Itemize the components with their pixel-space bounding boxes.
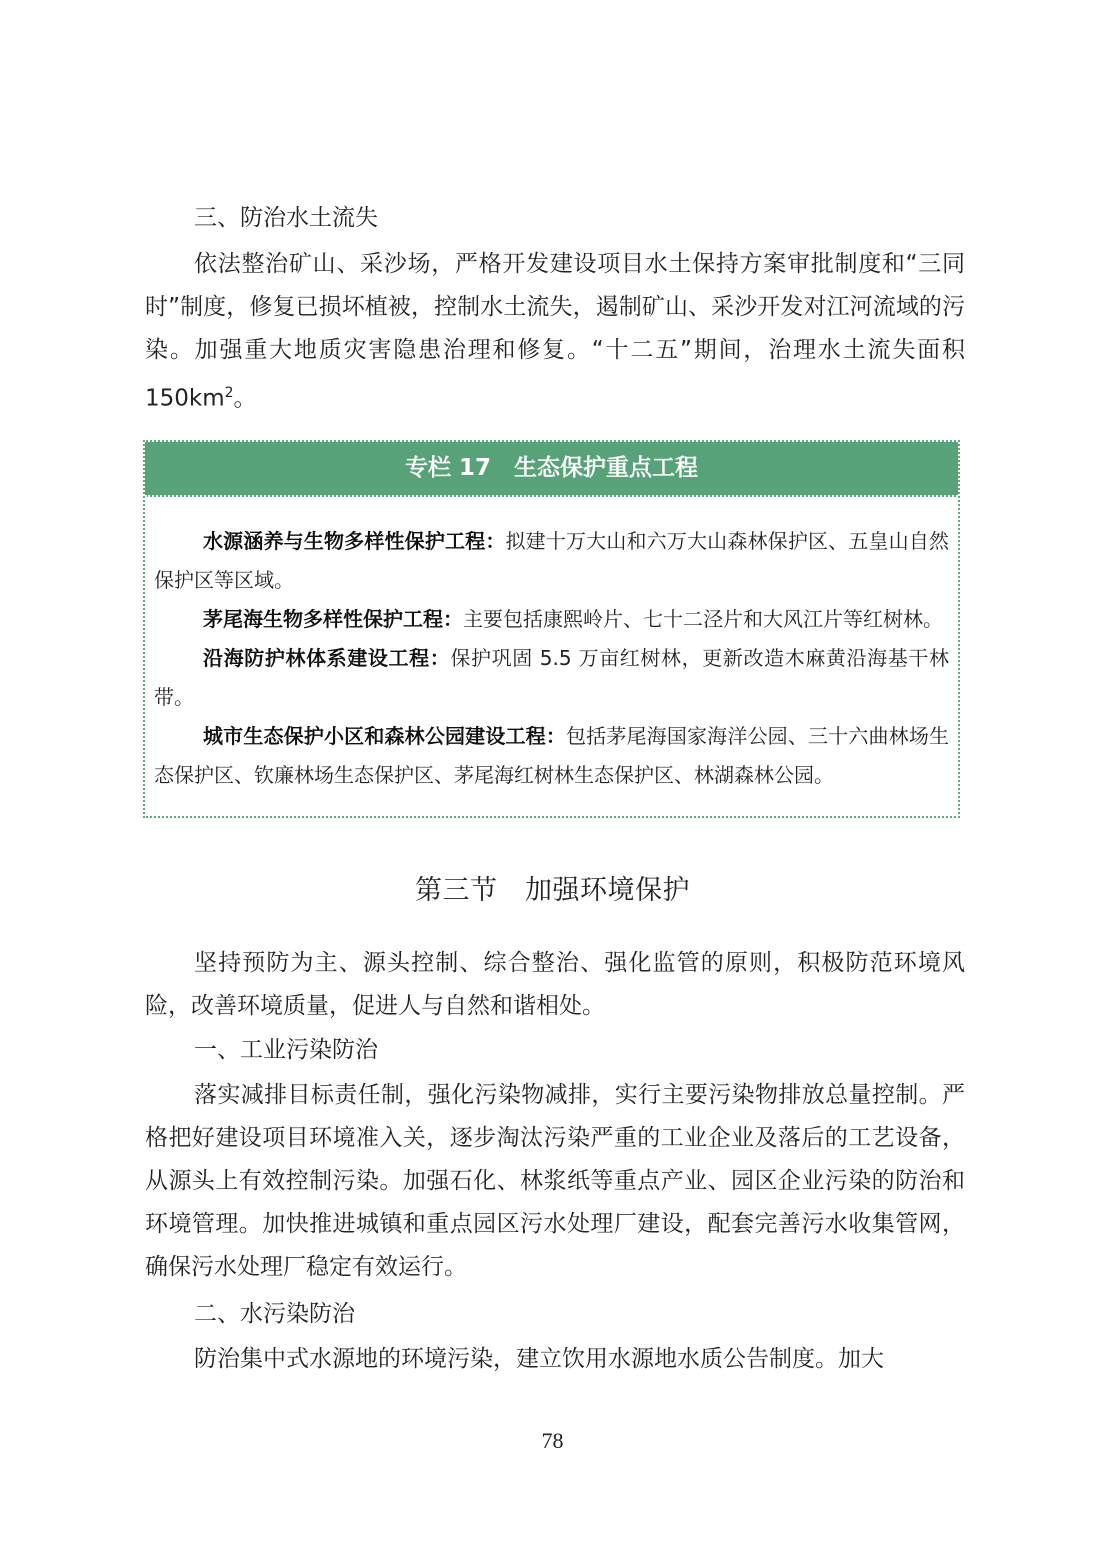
entry-text: 包括茅尾海国家海洋公园、三十六曲林场生态保护区、钦廉林场生态保护区、茅尾海红树林生态保护区、林湖森林公园。	[154, 724, 949, 787]
entry-label: 沿海防护林体系建设工程：	[203, 646, 451, 670]
entry-text: 拟建十万大山和六万大山森林保护区、五皇山自然保护区等区域。	[154, 529, 949, 592]
feature-box-body	[145, 522, 958, 795]
soil-erosion-paragraph	[145, 243, 965, 421]
entry-label: 城市生态保护小区和森林公园建设工程：	[203, 724, 566, 748]
box-entry	[154, 600, 949, 639]
soil-erosion-period: 。	[233, 385, 257, 412]
soil-erosion-text: 依法整治矿山、采沙场，严格开发建设项目水土保持方案审批制度和“三同时”制度，修复已损坏植被，控制水土流失，遏制矿山、采沙开发对江河流域的污染。加强重大地质灾害隐患治理和修复。“十二五”期间，治理水土流失面积 150km	[145, 251, 965, 412]
subsection-heading-water-pollution: 二、水污染防治	[194, 1301, 355, 1327]
industrial-pollution-paragraph: 落实减排目标责任制，强化污染物减排，实行主要污染物排放总量控制。严格把好建设项目环境准入关，逐步淘汰污染严重的工业企业及落后的工艺设备，从源头上有效控制污染。加强石化、林浆纸等重点产业、园区企业污染的防治和环境管理。加快推进城镇和重点园区污水处理厂建设，配套完善污水收集管网，确保污水处理厂稳定有效运行。	[145, 1082, 965, 1280]
section-intro-paragraph: 坚持预防为主、源头控制、综合整治、强化监管的原则，积极防范环境风险，改善环境质量，促进人与自然和谐相处。	[145, 950, 965, 1019]
box-entry	[154, 522, 949, 600]
section-title: 第三节 加强环境保护	[415, 875, 690, 906]
box-entry	[154, 639, 949, 717]
entry-text: 主要包括康熙岭片、七十二泾片和大风江片等红树林。	[463, 607, 943, 631]
entry-text: 保护巩固 5.5 万亩红树林，更新改造木麻黄沿海基干林带。	[154, 646, 950, 709]
entry-label: 水源涵养与生物多样性保护工程：	[203, 529, 506, 553]
page-number: 78	[541, 1428, 564, 1453]
box-entry	[154, 717, 949, 795]
superscript-two: 2	[224, 385, 234, 401]
subsection-heading-industrial-pollution: 一、工业污染防治	[194, 1037, 378, 1063]
feature-box-ecological-projects	[143, 440, 960, 818]
water-pollution-paragraph: 防治集中式水源地的环境污染，建立饮用水源地水质公告制度。加大	[194, 1346, 884, 1372]
entry-label: 茅尾海生物多样性保护工程：	[203, 607, 463, 631]
section-heading-soil-erosion: 三、防治水土流失	[194, 205, 378, 231]
feature-box-title: 专栏 17 生态保护重点工程	[145, 442, 958, 497]
